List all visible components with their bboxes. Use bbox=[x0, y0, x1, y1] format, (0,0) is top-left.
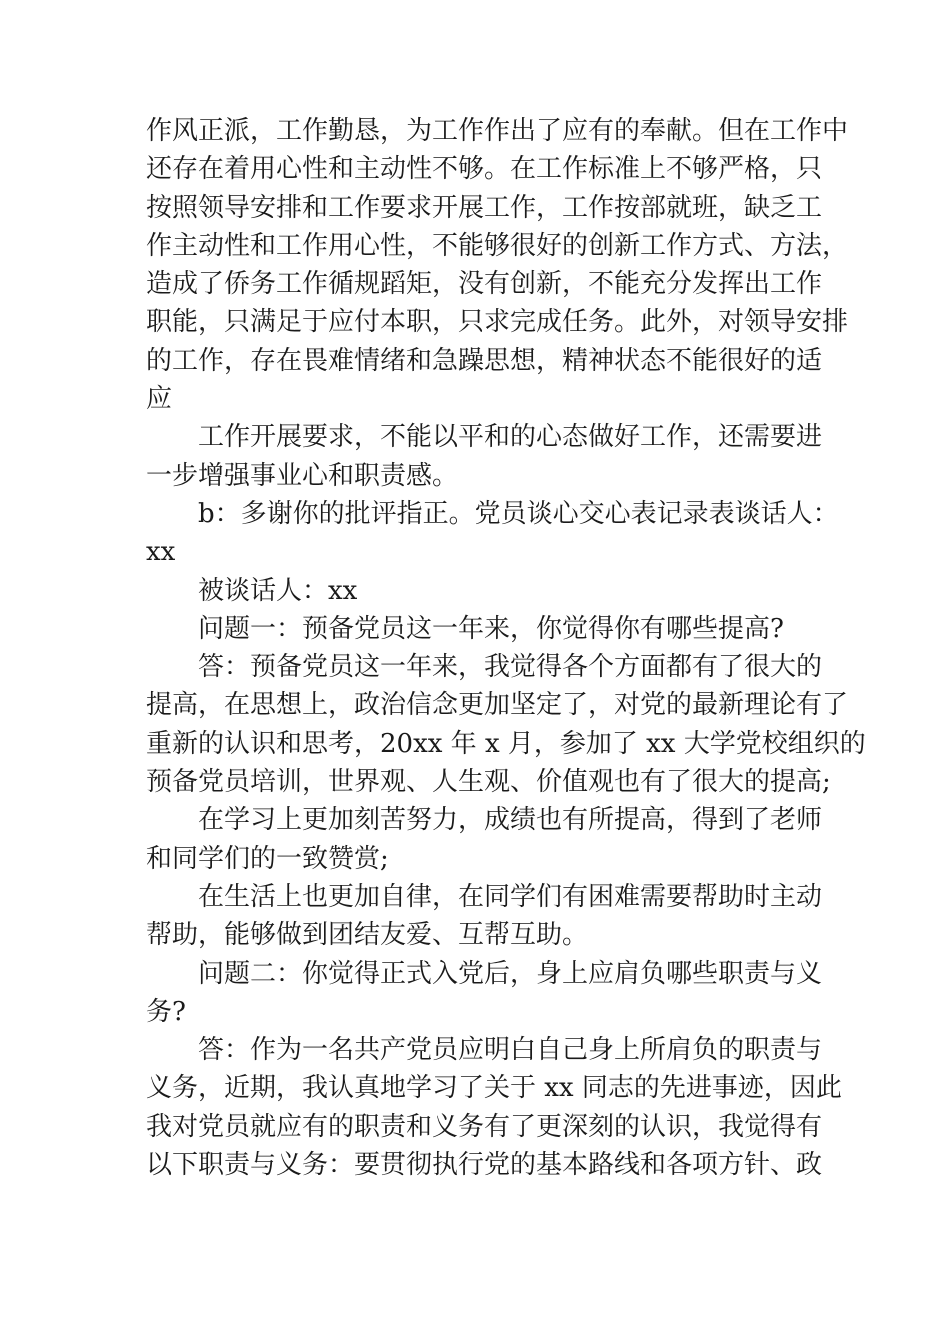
text-line: 以下职责与义务：要贯彻执行党的基本路线和各项方针、政 bbox=[146, 1150, 823, 1181]
text-line: 答：作为一名共产党员应明白自己身上所肩负的职责与 bbox=[198, 1035, 823, 1066]
text-line: 帮助，能够做到团结友爱、互帮互助。 bbox=[146, 920, 589, 951]
text-line: 义务，近期，我认真地学习了关于 xx 同志的先进事迹，因此 bbox=[146, 1073, 842, 1104]
text-line: 还存在着用心性和主动性不够。在工作标准上不够严格，只 bbox=[146, 154, 823, 185]
text-line: xx bbox=[146, 537, 176, 568]
document-body bbox=[146, 112, 866, 1184]
text-line: 一步增强事业心和职责感。 bbox=[146, 460, 459, 491]
text-line: 务? bbox=[146, 996, 186, 1027]
text-line: 和同学们的一致赞赏; bbox=[146, 843, 389, 874]
text-line: 在生活上也更加自律，在同学们有困难需要帮助时主动 bbox=[198, 881, 823, 912]
text-line: 我对党员就应有的职责和义务有了更深刻的认识，我觉得有 bbox=[146, 1111, 823, 1142]
text-line: 作风正派，工作勤恳，为工作作出了应有的奉献。但在工作中 bbox=[146, 116, 849, 146]
text-line: 被谈话人：xx bbox=[198, 575, 358, 606]
text-line: 问题二：你觉得正式入党后，身上应肩负哪些职责与义 bbox=[198, 958, 823, 989]
text-line: 重新的认识和思考，20xx 年 x 月，参加了 xx 大学党校组织的 bbox=[146, 728, 866, 759]
text-line: 的工作，存在畏难情绪和急躁思想，精神状态不能很好的适 bbox=[146, 345, 823, 376]
text-line: 答：预备党员这一年来，我觉得各个方面都有了很大的 bbox=[198, 652, 823, 683]
text-line: 预备党员培训，世界观、人生观、价值观也有了很大的提高; bbox=[146, 767, 831, 798]
text-line: 按照领导安排和工作要求开展工作，工作按部就班，缺乏工 bbox=[146, 192, 823, 223]
text-line: 工作开展要求，不能以平和的心态做好工作，还需要进 bbox=[198, 422, 823, 453]
text-line: 提高，在思想上，政治信念更加坚定了，对党的最新理论有了 bbox=[146, 690, 849, 721]
text-line: 职能，只满足于应付本职，只求完成任务。此外，对领导安排 bbox=[146, 307, 849, 338]
text-line: 造成了侨务工作循规蹈矩，没有创新，不能充分发挥出工作 bbox=[146, 269, 823, 300]
text-line: 在学习上更加刻苦努力，成绩也有所提高，得到了老师 bbox=[198, 805, 823, 836]
text-line: 问题一：预备党员这一年来，你觉得你有哪些提高? bbox=[198, 613, 784, 644]
text-line: b：多谢你的批评指正。党员谈心交心表记录表谈话人： bbox=[198, 498, 839, 529]
text-line: 作主动性和工作用心性，不能够很好的创新工作方式、方法， bbox=[146, 230, 849, 261]
text-line: 应 bbox=[146, 384, 173, 415]
